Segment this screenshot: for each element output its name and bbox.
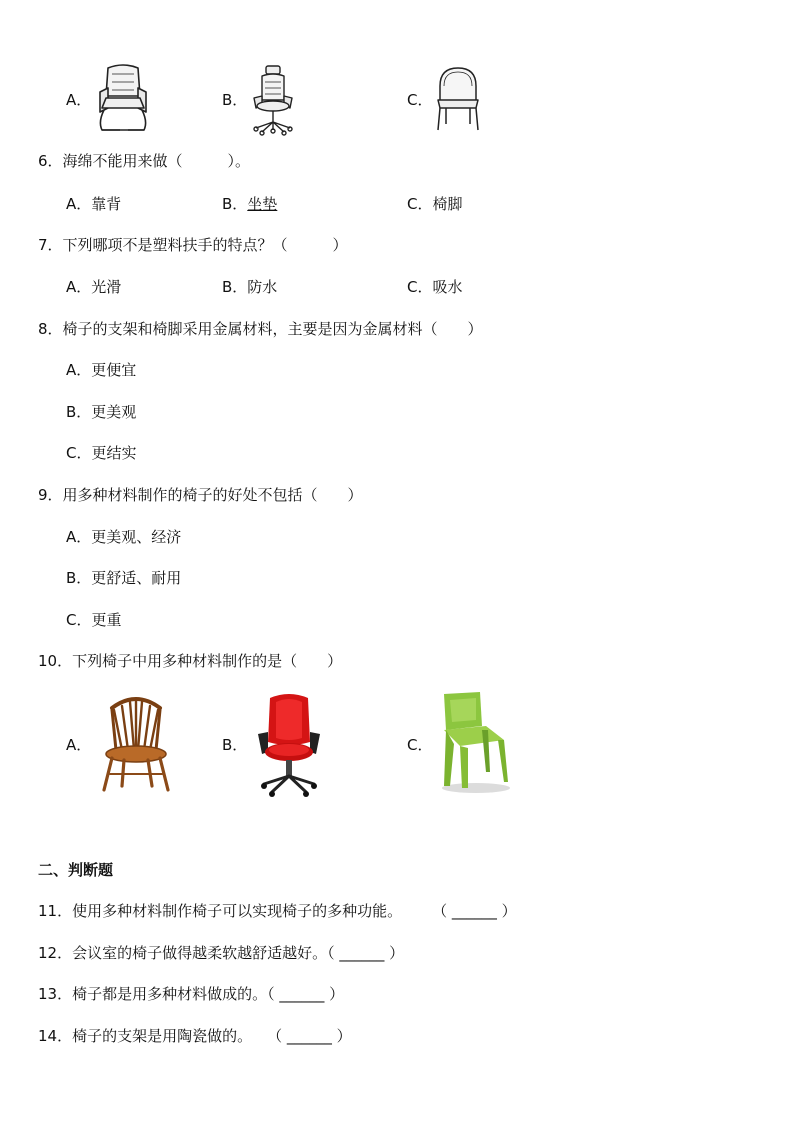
judgement-question-13: 13．椅子都是用多种材料做成的。（ ______ ） [38,985,345,1003]
swivel-office-chair-sketch-icon [248,64,298,136]
question-7-stem: 7．下列哪项不是塑料扶手的特点？（ ） [38,236,348,254]
green-plastic-chair-icon [436,690,512,794]
question-7-option-c: C．吸水 [407,278,463,296]
q10-option-c-label: C． [407,736,433,754]
option-b-underlined-text: 坐垫 [247,195,278,213]
question-8-option-b: B．更美观 [66,403,137,421]
question-6-option-c: C．椅脚 [407,195,463,213]
question-8-option-c: C．更结实 [66,444,137,462]
question-9-option-c: C．更重 [66,611,122,629]
office-armchair-sketch-icon [94,62,152,134]
judgement-question-12: 12．会议室的椅子做得越柔软越舒适越好。（ ______ ） [38,944,405,962]
q5-option-c-label: C． [407,91,433,109]
option-b-prefix: B． [222,195,248,213]
q5-option-a-label: A． [66,91,92,109]
question-8-option-a: A．更便宜 [66,361,137,379]
wooden-windsor-chair-icon [100,694,172,792]
plastic-armchair-sketch-icon [434,66,482,132]
question-7-option-a: A．光滑 [66,278,122,296]
q10-option-b-label: B． [222,736,248,754]
question-8-stem: 8．椅子的支架和椅脚采用金属材料，主要是因为金属材料（ ） [38,320,483,338]
question-6-option-b [222,194,277,214]
q10-option-a-label: A． [66,736,92,754]
judgement-question-14: 14．椅子的支架是用陶瓷做的。 （ ______ ） [38,1027,352,1045]
q5-option-b-label: B． [222,91,248,109]
question-9-option-b: B．更舒适、耐用 [66,569,182,587]
question-6-option-a: A．靠背 [66,195,122,213]
question-10-stem: 10．下列椅子中用多种材料制作的是（ ） [38,652,343,670]
red-office-chair-icon [256,692,322,798]
question-9-option-a: A．更美观、经济 [66,528,182,546]
section-judgement-title: 二、判断题 [38,861,114,879]
question-6-stem: 6．海绵不能用来做（ ）。 [38,152,251,170]
question-9-stem: 9．用多种材料制作的椅子的好处不包括（ ） [38,486,363,504]
question-7-option-b: B．防水 [222,278,278,296]
judgement-question-11: 11．使用多种材料制作椅子可以实现椅子的多种功能。 （ ______ ） [38,902,517,920]
